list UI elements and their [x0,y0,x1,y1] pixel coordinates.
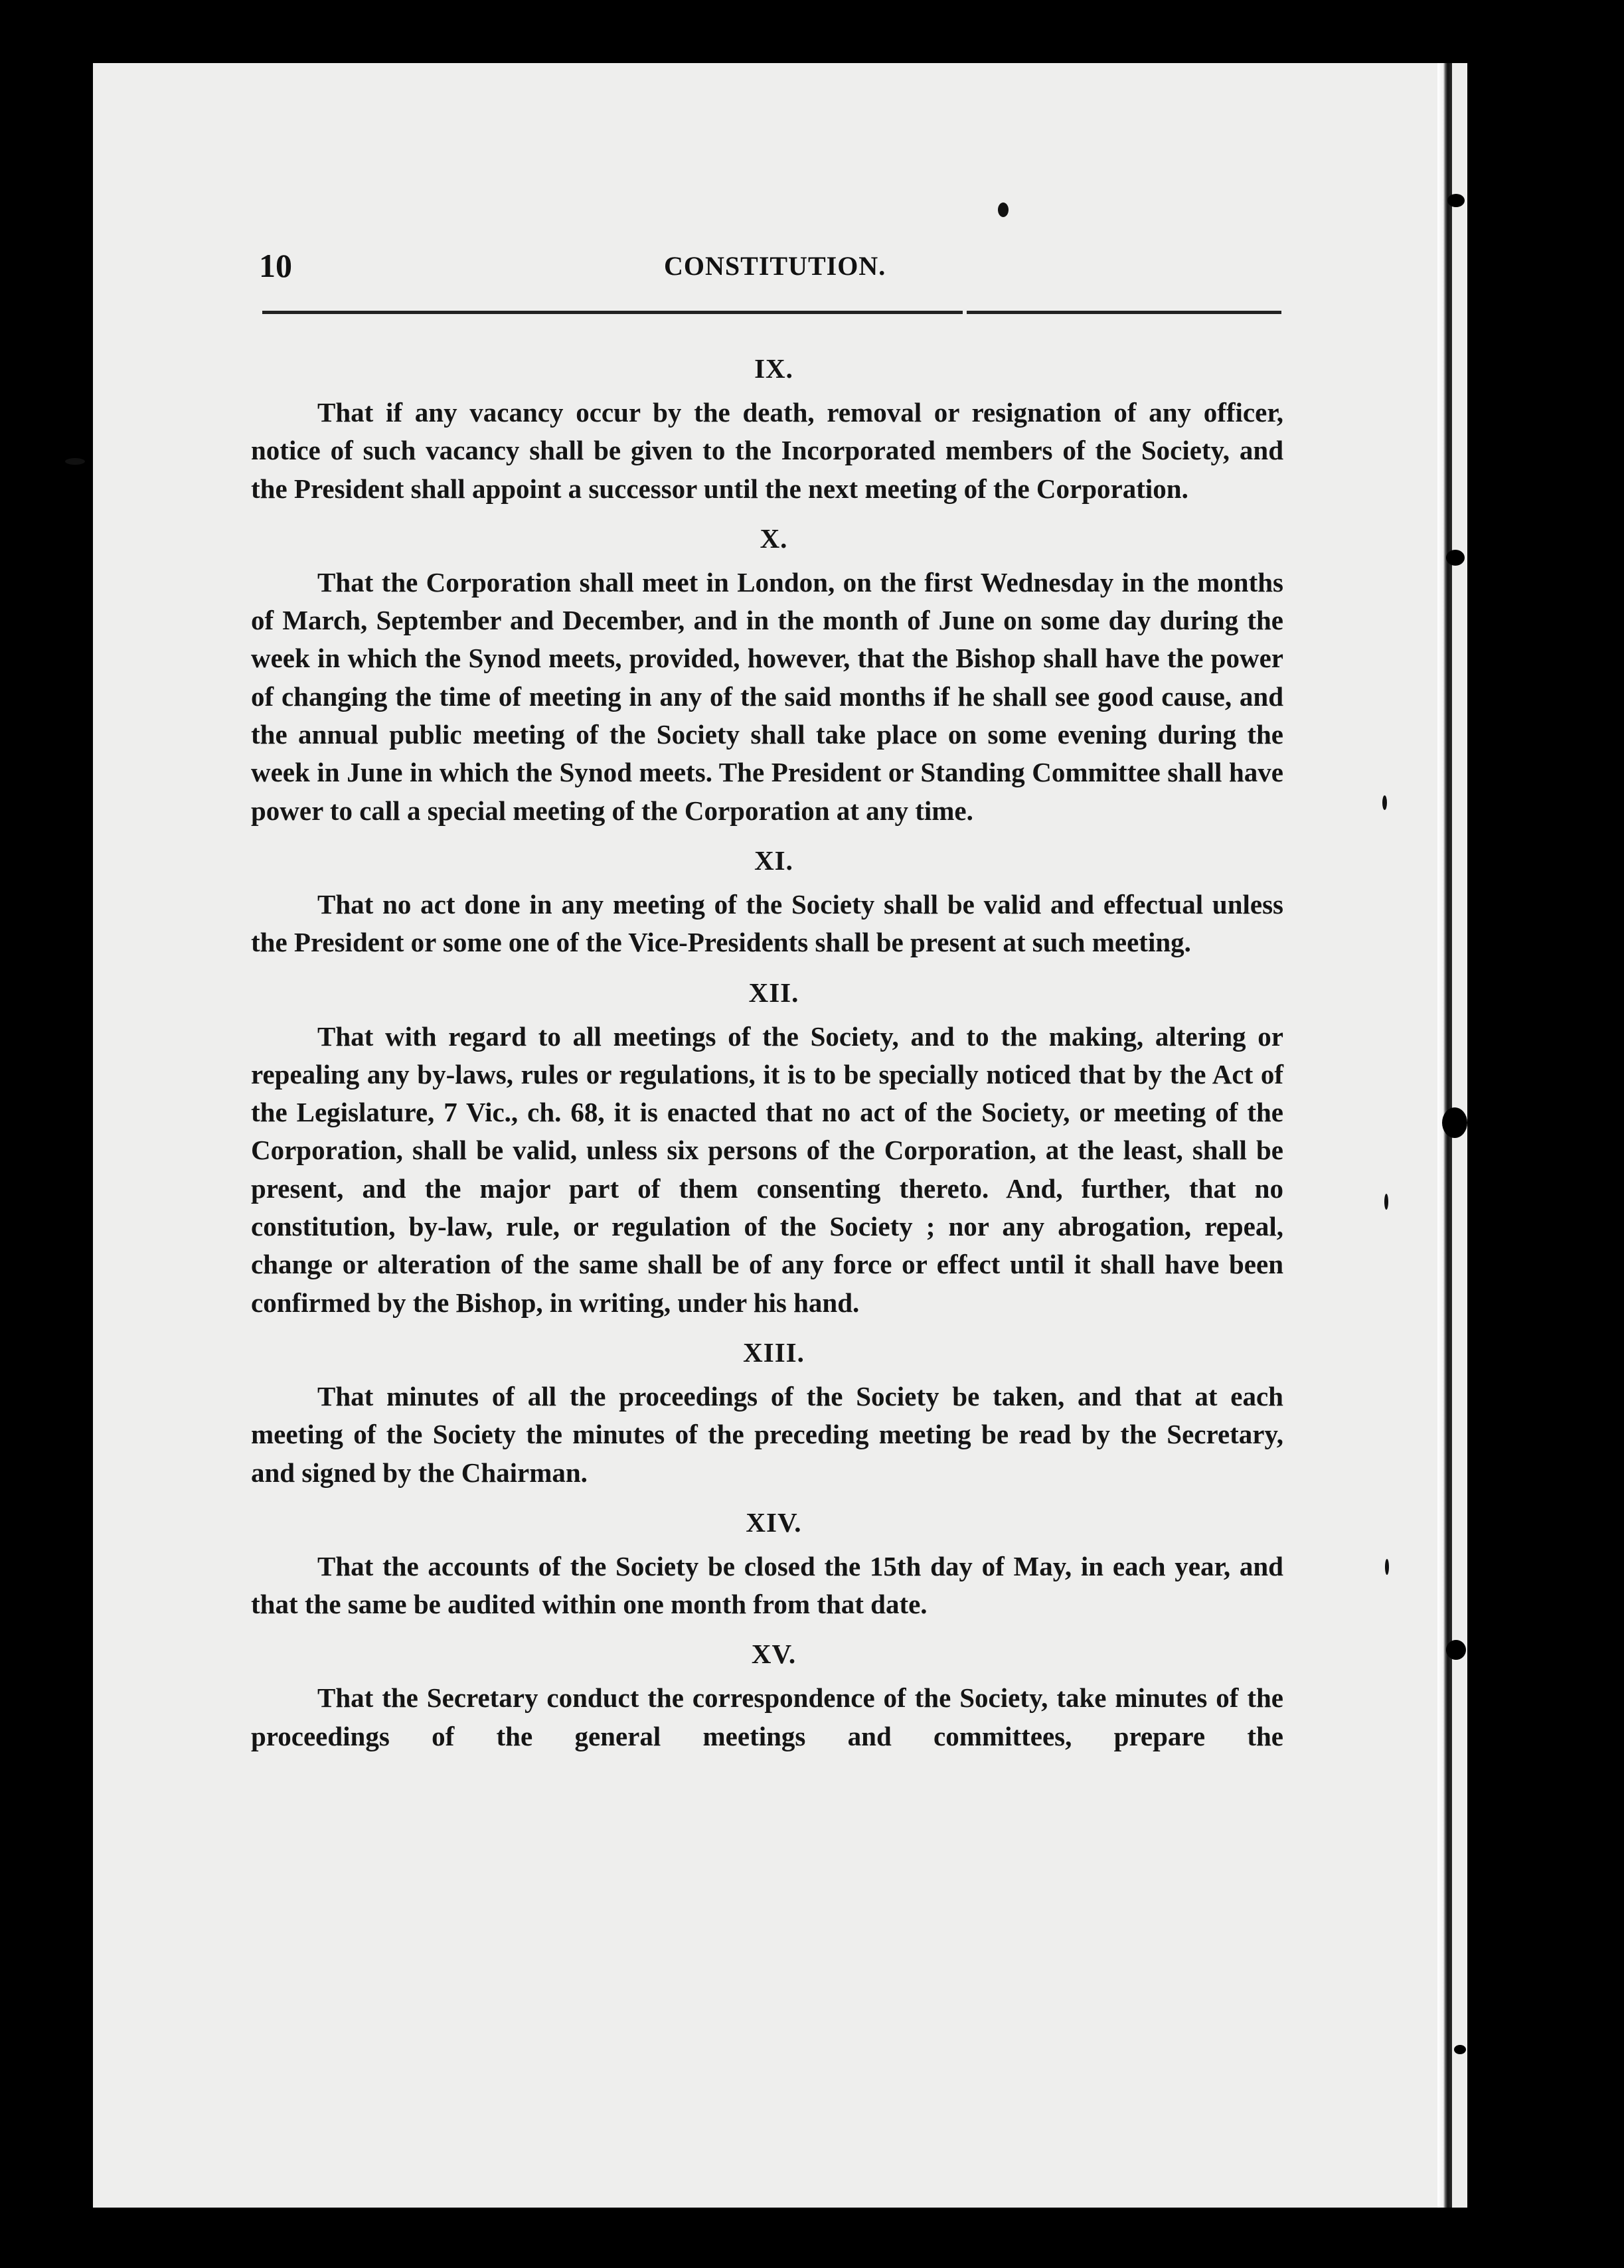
section-heading: X. [760,523,788,554]
section-heading: XIII. [743,1336,805,1368]
section-paragraph: That the accounts of the Society be closed the 15th day of May, in each year, and that the same be audited within one month from that date. [251,1550,1283,1620]
ink-speck [998,202,1009,217]
section-ix [251,349,1283,519]
section-heading: XI. [754,845,793,876]
ink-speck [65,458,85,465]
section-paragraph: That the Corporation shall meet in London, on the first Wednesday in the months of March, September and December, and in the month of June on some day during the week in which the Synod meets, provided, however, that the Bishop shall have the power of changing the time of meeting in any of the said months if he shall see good cause, and the annual public meeting of the Society shall take place on some evening during the week in June in which the Synod meets. The President or Standing Committee shall have power to call a special meeting of the Corporation at any time. [251,566,1283,826]
section-heading: XII. [748,977,799,1008]
binding-mark [1446,1640,1466,1660]
section-paragraph: That if any vacancy occur by the death, removal or resignation of any officer, notice of such vacancy shall be given to the Incorporated members of the Society, and the President shall appoint a successor until the next meeting of the Corporation. [251,397,1283,504]
running-head-title: CONSTITUTION. [664,251,886,281]
section-paragraph: That no act done in any meeting of the Society shall be valid and effectual unless the President or some one of the Vice-Presidents shall be present at such meeting. [251,888,1283,958]
section-heading: IX. [754,353,793,384]
page-number: 10 [259,247,292,284]
header-rule-break [963,309,967,315]
ink-speck [1385,1559,1389,1575]
section-xi [251,841,1283,973]
section-paragraph: That minutes of all the proceedings of the Society be taken, and that at each meeting of the Society the minutes of the preceding meeting be read by the Secretary, and signed by the Chairman. [251,1380,1283,1488]
binding-mark [1446,550,1465,566]
section-paragraph: That the Secretary conduct the correspondence of the Society, take minutes of the proceedings of the general meetings and committees, prepare the [251,1682,1283,1751]
section-xiv [251,1502,1283,1635]
section-heading: XV. [751,1639,797,1670]
section-xii [251,973,1283,1333]
header-rule [262,311,1281,314]
section-xv [251,1634,1283,1755]
running-head [259,246,1281,285]
section-xiii [251,1333,1283,1502]
binding-mark [1442,1107,1467,1138]
constitution-text [251,349,1283,1755]
binding-mark [1454,2045,1466,2054]
ink-speck [1384,1194,1388,1210]
section-heading: XIV. [746,1506,802,1538]
ink-speck [1382,795,1387,810]
section-x [251,519,1283,841]
binding-mark [1447,194,1465,207]
section-paragraph: That with regard to all meetings of the Society, and to the making, altering or repealing any by-laws, rules or regulations, it is to be specially noticed that by the Act of the Legislature, 7 Vic., ch. 68, it is enacted that no act of the Society, or meeting of the Corporation, shall be valid, unless six persons of the Corporation, at the least, shall be present, and the major part of them consenting thereto. And, further, that no constitution, by-law, rule, or regulation of the Society ; nor any abrogation, repeal, change or alteration of the same shall be of any force or effect until it shall have been confirmed by the Bishop, in writing, under his hand. [251,1020,1283,1318]
